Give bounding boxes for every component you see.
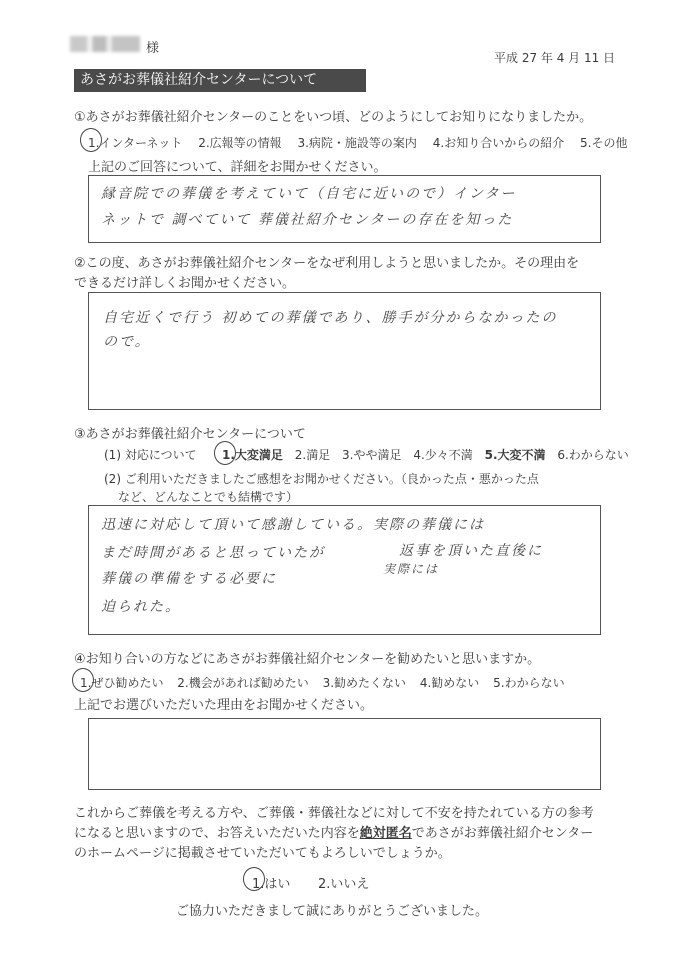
q4-option-2[interactable]: 2.機会があれば勧めたい: [177, 676, 309, 690]
q3-option-5[interactable]: 5.大変不満: [484, 448, 546, 462]
honorific: 様: [146, 41, 160, 56]
q1-option-1[interactable]: 1.インターネット: [88, 136, 183, 150]
q1-answer-line2: ネットで 調べていて 葬儀社紹介センターの存在を知った: [101, 212, 514, 228]
q3-answer-insert-note: 実際には: [383, 562, 440, 576]
q3-option-6[interactable]: 6.わからない: [557, 448, 629, 462]
date: 平成 27 年 4 月 11 日: [494, 51, 616, 65]
q1-option-3[interactable]: 3.病院・施設等の案内: [297, 136, 417, 150]
q1-answer-line1: 縁音院での葬儀を考えていて（自宅に近いので）インター: [101, 186, 517, 202]
consent-line2: [74, 822, 593, 841]
q3-answer-insert: 返事を頂いた直後に: [399, 543, 543, 559]
redacted-name: [70, 36, 140, 52]
q1-option-2[interactable]: 2.広報等の情報: [198, 136, 282, 150]
q4-option-1[interactable]: 1.ぜひ勧めたい: [80, 676, 164, 690]
thanks-message: ご協力いただきまして誠にありがとうございました。: [176, 904, 489, 919]
q3-sub1-label: (1) 対応について: [104, 448, 197, 462]
q4-selection-circle: [72, 668, 94, 692]
q3-answer-line1: 迅速に対応して頂いて感謝している。実際の葬儀には: [101, 517, 485, 533]
consent-emphasis: 絶対匿名: [359, 826, 412, 841]
q3-answer-line3: 葬儀の準備をする必要に: [101, 571, 277, 587]
q1-option-4[interactable]: 4.お知り合いからの紹介: [432, 136, 565, 150]
q2-question-line1: ②この度、あさがお葬儀社紹介センターをなぜ利用しようと思いましたか。その理由を: [74, 256, 580, 271]
section-title: あさがお葬儀社紹介センターについて: [74, 69, 366, 92]
q4-options: [80, 674, 565, 691]
q3-selection-circle: [214, 441, 236, 465]
q1-option-5[interactable]: 5.その他: [580, 136, 628, 150]
consent-selection-circle: [243, 867, 265, 891]
q3-question: ③あさがお葬儀社紹介センターについて: [74, 427, 306, 442]
q4-option-5[interactable]: 5.わからない: [493, 676, 565, 690]
consent-line2-post: であさがお葬儀社紹介センター: [411, 826, 594, 841]
q4-question: ④お知り合いの方などにあさがお葬儀社紹介センターを勧めたいと思いますか。: [74, 652, 541, 667]
q2-answer-line2: ので。: [103, 334, 151, 350]
q3-answer-box[interactable]: [88, 505, 601, 635]
q1-detail-prompt: 上記のご回答について、詳細をお聞かせください。: [88, 160, 387, 175]
q3-option-1[interactable]: 1.大変満足: [222, 448, 283, 462]
q3-sub2-line1: (2) ご利用いただきましたご感想をお聞かせください。（良かった点・悪かった点: [104, 472, 539, 486]
consent-line2-pre: になると思いますので、お答えいただいた内容を: [74, 826, 360, 841]
q3-answer-line2: まだ時間があると思っていたが: [101, 545, 325, 561]
q3-answer-line4: 迫られた。: [101, 599, 181, 615]
q3-options: [222, 446, 629, 463]
q3-option-3[interactable]: 3.やや満足: [342, 448, 402, 462]
q4-reason-prompt: 上記でお選びいただいた理由をお聞かせください。: [74, 698, 374, 713]
consent-yes[interactable]: 1.はい: [252, 877, 291, 892]
q1-question: ①あさがお葬儀社紹介センターのことをいつ頃、どのようにしてお知りになりましたか。: [74, 110, 593, 125]
consent-no[interactable]: 2.いいえ: [318, 877, 370, 892]
consent-line3: のホームページに掲載させていただいてもよろしいでしょうか。: [74, 846, 451, 861]
q2-question-line2: できるだけ詳しくお聞かせください。: [74, 276, 296, 291]
q3-option-4[interactable]: 4.少々不満: [413, 448, 473, 462]
consent-line1: これからご葬儀を考える方や、ご葬儀・葬儀社などに対して不安を持たれている方の参考: [74, 806, 594, 821]
q1-options: [88, 134, 628, 151]
q1-answer-box[interactable]: [88, 175, 601, 243]
q1-selection-circle: [80, 128, 102, 152]
q3-option-2[interactable]: 2.満足: [294, 448, 331, 462]
q4-option-3[interactable]: 3.勧めたくない: [322, 676, 407, 690]
q4-option-4[interactable]: 4.勧めない: [419, 676, 480, 690]
q2-answer-box[interactable]: [88, 292, 601, 410]
q3-sub2-line2: など、どんなことでも結構です）: [118, 490, 299, 504]
q4-answer-box[interactable]: [88, 718, 601, 790]
q2-answer-line1: 自宅近くで行う 初めての葬儀であり、勝手が分からなかったの: [103, 310, 558, 326]
